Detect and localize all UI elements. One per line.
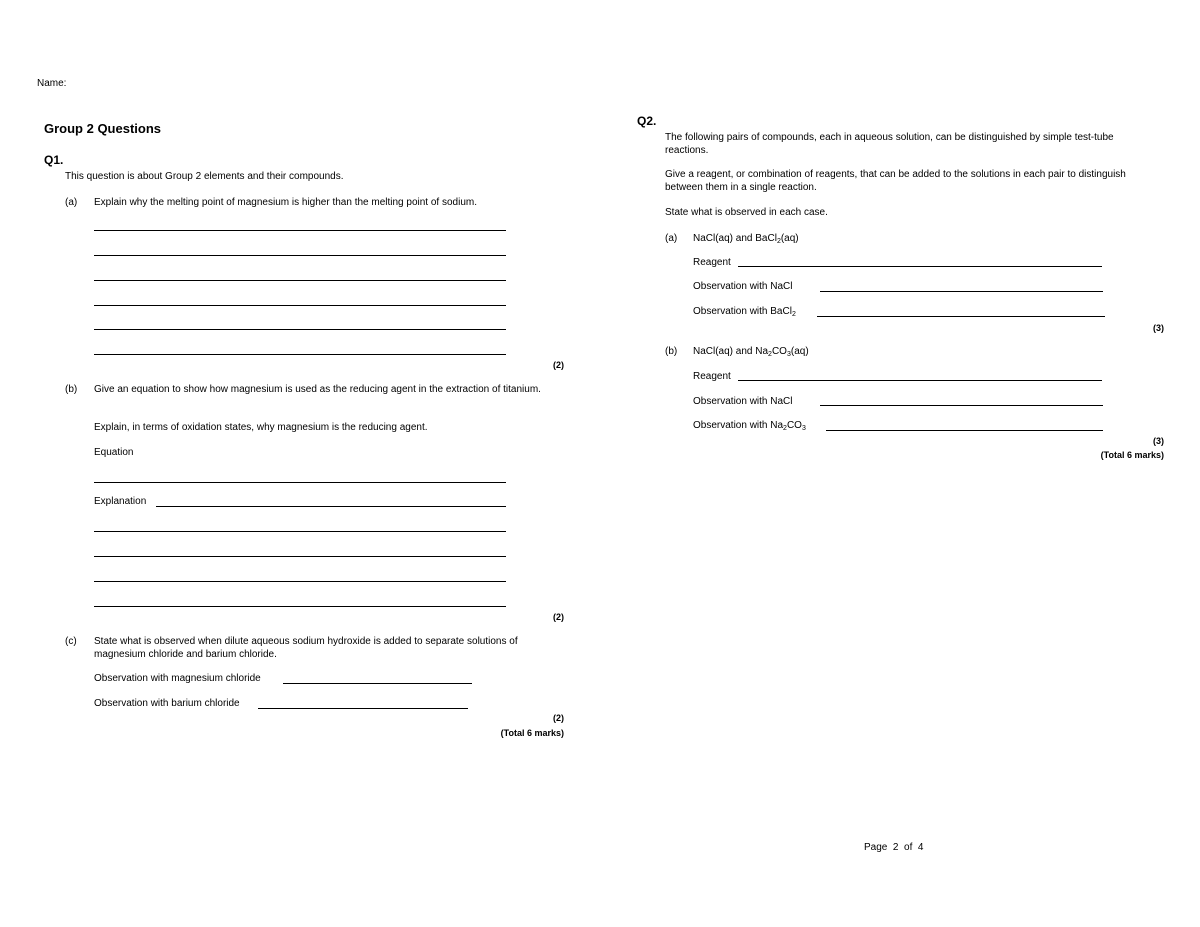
q1b-equation-line[interactable] xyxy=(94,482,506,483)
q1c-obs1-line[interactable] xyxy=(283,683,472,684)
q1a-text: Explain why the melting point of magnesium is higher than the melting point of sodium. xyxy=(94,197,477,208)
q1a-label: (a) xyxy=(65,197,78,208)
q2a-label: (a) xyxy=(665,233,678,244)
q1b-explanation-label: Explanation xyxy=(94,496,147,507)
q1b-text2: Explain, in terms of oxidation states, why magnesium is the reducing agent. xyxy=(94,422,428,433)
q1a-answer-line[interactable] xyxy=(94,280,506,281)
q1a-mark: (2) xyxy=(553,360,564,370)
q1a-answer-line[interactable] xyxy=(94,305,506,306)
q1b-mark: (2) xyxy=(553,612,564,622)
page-heading: Group 2 Questions xyxy=(44,121,162,136)
q1b-answer-line[interactable] xyxy=(94,531,506,532)
q1b-text: Give an equation to show how magnesium is used as the reducing agent in the extraction of titanium. xyxy=(94,384,541,395)
q2-total-marks: (Total 6 marks) xyxy=(1100,450,1164,460)
q2a-pair: NaCl(aq) and BaCl$_2$(aq) xyxy=(693,233,799,245)
q2-intro2: Give a reagent, or combination of reagents, that can be added to the solutions in each pair to distinguish between them in a single reaction. xyxy=(665,169,1126,193)
q2b-reagent-line[interactable] xyxy=(738,380,1102,381)
page-number: Page 2 of 4 xyxy=(864,842,924,853)
q1b-equation-label: Equation xyxy=(94,447,134,458)
q2b-obs2-line[interactable] xyxy=(826,430,1103,431)
q1c-obs2-label: Observation with barium chloride xyxy=(94,698,240,709)
q1a-answer-line[interactable] xyxy=(94,230,506,231)
q1c-mark: (2) xyxy=(553,713,564,723)
q2b-mark: (3) xyxy=(1153,436,1164,446)
q1-total-marks: (Total 6 marks) xyxy=(500,728,564,738)
q1b-answer-line[interactable] xyxy=(94,556,506,557)
q1b-answer-line[interactable] xyxy=(94,606,506,607)
name-label: Name: xyxy=(37,78,67,89)
q2a-obs2-label: Observation with BaCl$_2$ xyxy=(693,306,796,318)
q1a-answer-line[interactable] xyxy=(94,255,506,256)
q1b-explanation-line[interactable] xyxy=(156,506,506,507)
q2b-reagent-label: Reagent xyxy=(693,371,731,382)
q2a-reagent-line[interactable] xyxy=(738,266,1102,267)
q1b-answer-line[interactable] xyxy=(94,581,506,582)
q1c-obs2-line[interactable] xyxy=(258,708,468,709)
q2b-obs2-label: Observation with $Na_2CO_3$ xyxy=(693,420,806,432)
q2a-obs1-label: Observation with NaCl xyxy=(693,281,793,292)
q2-intro: The following pairs of compounds, each in aqueous solution, can be distinguished by simple test-tube reactions. xyxy=(665,132,1114,156)
q2a-obs2-line[interactable] xyxy=(817,316,1105,317)
q1c-label: (c) xyxy=(65,636,77,647)
q1a-answer-line[interactable] xyxy=(94,329,506,330)
q1-number: Q1. xyxy=(44,153,64,167)
q2b-pair: NaCl(aq) and $Na_2CO_3(aq)$ xyxy=(693,346,809,358)
q1b-label: (b) xyxy=(65,384,78,395)
q2b-label: (b) xyxy=(665,346,678,357)
q1-intro: This question is about Group 2 elements and their compounds. xyxy=(65,171,344,182)
q1c-text: State what is observed when dilute aqueous sodium hydroxide is added to separate solutions of magnesium chloride and barium chloride. xyxy=(94,636,518,660)
q1a-answer-line[interactable] xyxy=(94,354,506,355)
q2a-mark: (3) xyxy=(1153,323,1164,333)
q2a-reagent-label: Reagent xyxy=(693,257,731,268)
q2-intro3: State what is observed in each case. xyxy=(665,207,828,218)
q2b-obs1-label: Observation with NaCl xyxy=(693,396,793,407)
q2b-obs1-line[interactable] xyxy=(820,405,1103,406)
q2-number: Q2. xyxy=(637,114,657,128)
q1c-obs1-label: Observation with magnesium chloride xyxy=(94,673,261,684)
q2a-obs1-line[interactable] xyxy=(820,291,1103,292)
